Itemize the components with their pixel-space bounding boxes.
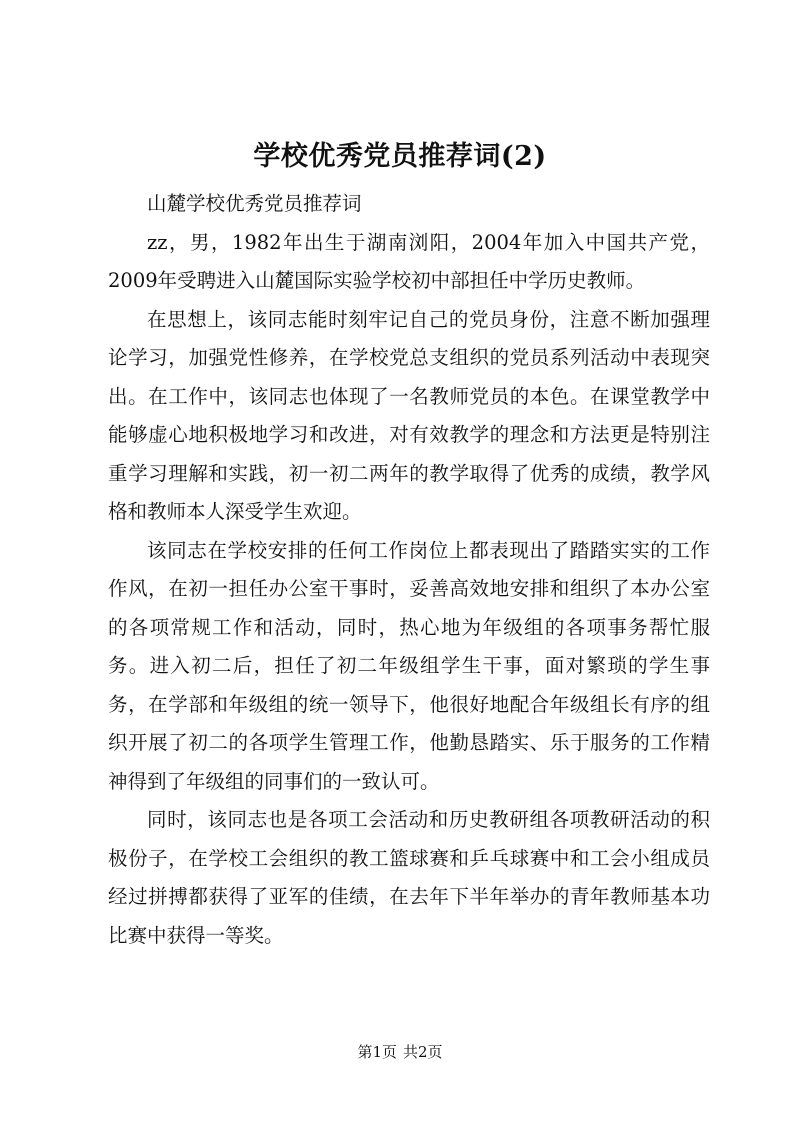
paragraph-subtitle: 山麓学校优秀党员推荐词 xyxy=(147,192,362,215)
document-title: 学校优秀党员推荐词(2) xyxy=(253,141,547,172)
paragraph-activities: 同时，该同志也是各项工会活动和历史教研组各项教研活动的积极份子，在学校工会组织的教工篮球赛和乒乓球赛中和工会小组成员经过拼搏都获得了亚军的佳绩，在去年下半年举办的青年教师基本功比赛中获得一等奖。 xyxy=(108,808,710,947)
page-total: 共2页 xyxy=(403,1043,443,1061)
paragraph-intro: zz，男，1982年出生于湖南浏阳，2004年加入中国共产党，2009年受聘进入山麓国际实验学校初中部担任中学历史教师。 xyxy=(108,230,710,292)
paragraph-work: 该同志在学校安排的任何工作岗位上都表现出了踏踏实实的工作作风，在初一担任办公室干事时，妥善高效地安排和组织了本办公室的各项常规工作和活动，同时，热心地为年级组的各项事务帮忙服务。进入初二后，担任了初二年级组学生干事，面对繁琐的学生事务，在学部和年级组的统一领导下，他很好地配合年级组长有序的组织开展了初二的各项学生管理工作，他勤恳踏实、乐于服务的工作精神得到了年级组的同事们的一致认可。 xyxy=(108,538,710,793)
document-body xyxy=(108,185,710,955)
paragraph-ideology: 在思想上，该同志能时刻牢记自己的党员身份，注意不断加强理论学习，加强党性修养，在学校党总支组织的党员系列活动中表现突出。在工作中，该同志也体现了一名教师党员的本色。在课堂教学中能够虚心地积极地学习和改进，对有效教学的理念和方法更是特别注重学习理解和实践，初一初二两年的教学取得了优秀的成绩，教学风格和教师本人深受学生欢迎。 xyxy=(108,307,710,523)
page-number: 第1页 xyxy=(357,1043,397,1061)
page-footer xyxy=(0,1042,800,1062)
